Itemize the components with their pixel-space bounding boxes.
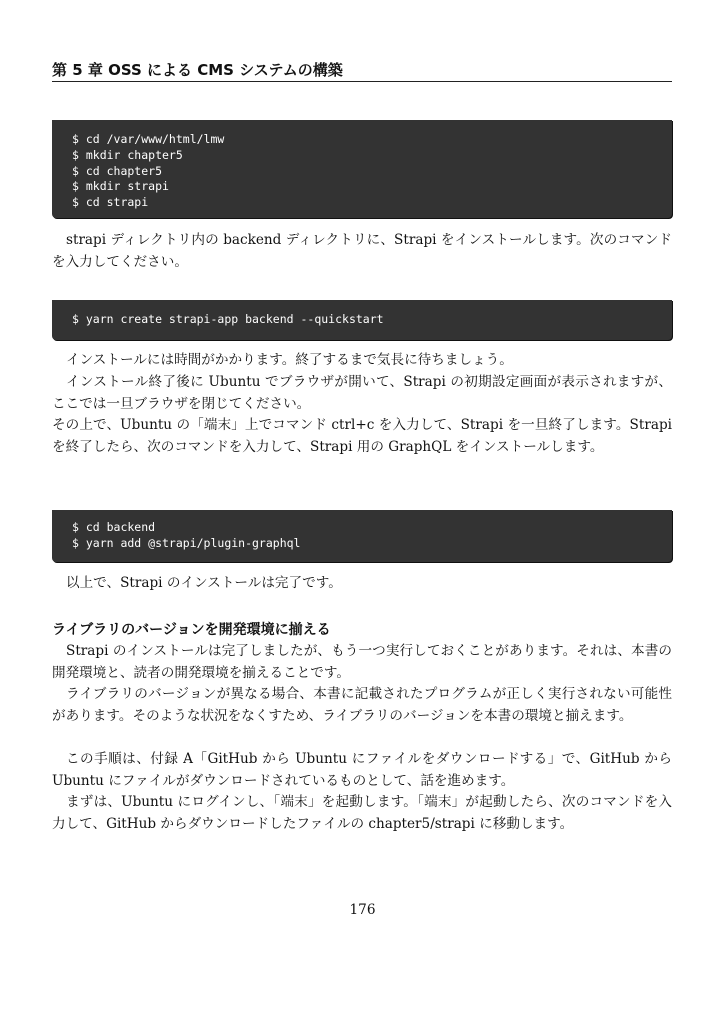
paragraph-library-versions: ライブラリのバージョンが異なる場合、本書に記載されたプログラムが正しく実行されない可能性があります。そのような状況をなくすため、ライブラリのバージョンを本書の環境と揃えます。	[52, 686, 672, 724]
code-line: $ mkdir strapi	[72, 179, 169, 194]
code-line: $ yarn add @strapi/plugin-graphql	[72, 535, 301, 550]
paragraph-install-intro: strapi ディレクトリ内の backend ディレクトリに、Strapi をインストールします。次のコマンドを入力してください。	[52, 232, 672, 270]
code-line: $ cd strapi	[72, 195, 149, 210]
paragraph-stop-strapi: その上で、Ubuntu の「端末」上でコマンド ctrl+c を入力して、Strapi を一旦終了します。Strapi を終了したら、次のコマンドを入力して、Strapi 用の GraphQL をインストールします。	[52, 417, 672, 455]
paragraph-login-terminal: まずは、Ubuntu にログインし、「端末」を起動します。「端末」が起動したら、次のコマンドを入力して、GitHub からダウンロードしたファイルの chapter5/strapi に移動します。	[52, 794, 672, 832]
code-block-create-strapi-app	[52, 300, 672, 340]
code-line: $ cd backend	[72, 520, 156, 534]
code-block-setup-directories	[52, 120, 672, 218]
code-line: $ mkdir chapter5	[72, 147, 183, 162]
code-line: $ yarn create strapi-app backend --quickstart	[72, 312, 384, 326]
paragraph-appendix-reference: この手順は、付録 A「GitHub から Ubuntu にファイルをダウンロードする」で、GitHub から Ubuntu にファイルがダウンロードされているものとして、話を進めます。	[52, 751, 672, 789]
code-block-install-graphql	[52, 510, 672, 562]
code-line: $ cd chapter5	[72, 163, 163, 178]
paragraph-install-complete: 以上で、Strapi のインストールは完了です。	[66, 575, 342, 591]
page-number: 176	[349, 902, 376, 918]
paragraph-browser-opens: インストール終了後に Ubuntu でブラウザが開いて、Strapi の初期設定画面が表示されますが、ここでは一旦ブラウザを閉じてください。	[52, 374, 672, 412]
chapter-title: 第 5 章 OSS による CMS システムの構築	[52, 61, 343, 79]
paragraph-align-environment: Strapi のインストールは完了しましたが、もう一つ実行しておくことがあります。それは、本書の開発環境と、読者の開発環境を揃えることです。	[52, 643, 672, 681]
code-line: $ cd /var/www/html/lmw	[72, 132, 225, 146]
paragraph-wait: インストールには時間がかかります。終了するまで気長に待ちましょう。	[66, 352, 513, 368]
running-header	[52, 62, 672, 82]
section-heading: ライブラリのバージョンを開発環境に揃える	[52, 622, 331, 638]
